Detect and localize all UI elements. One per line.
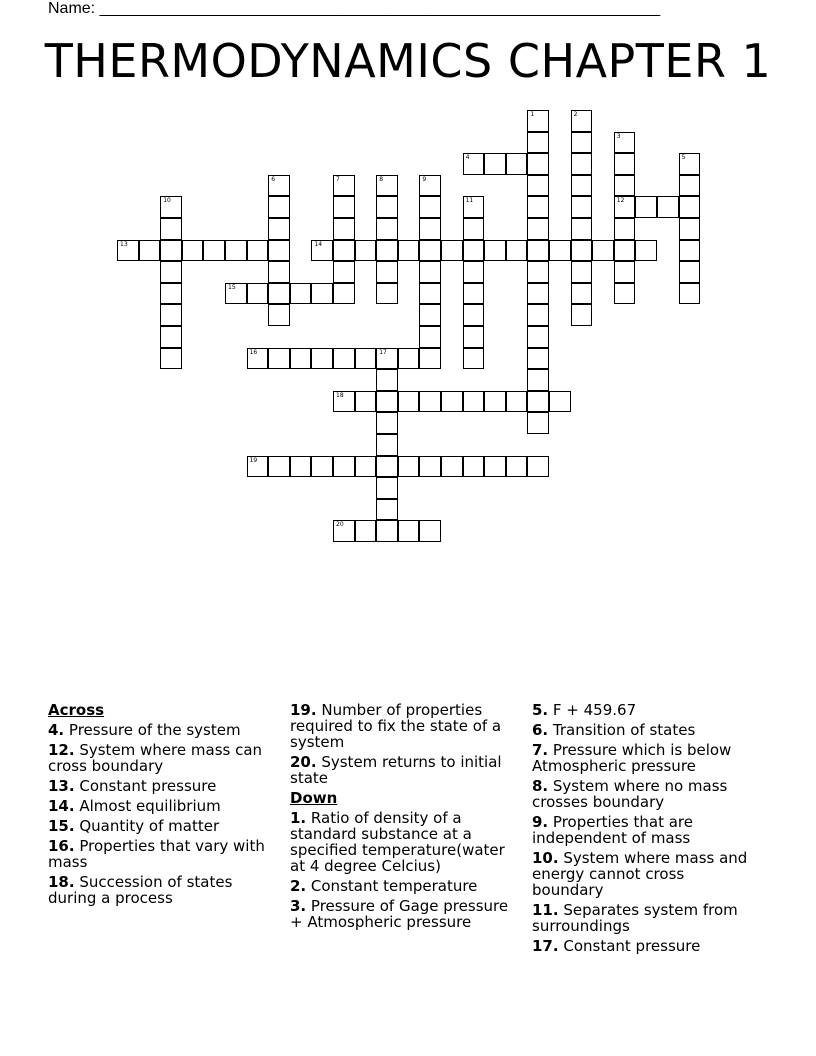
crossword-cell[interactable] [679,175,701,197]
crossword-cell[interactable] [527,456,549,478]
crossword-cell[interactable] [268,304,290,326]
crossword-cell[interactable] [527,326,549,348]
crossword-cell[interactable] [268,175,290,197]
clue-item [290,702,515,750]
crossword-cell[interactable] [290,348,312,370]
clue-number: 10 [163,197,171,205]
crossword-cell[interactable] [355,240,377,262]
crossword-cell[interactable] [463,304,485,326]
clue-number: 9 [422,175,427,183]
crossword-cell[interactable] [333,196,355,218]
clue-number: 6 [271,175,276,183]
clues-column-1 [48,702,273,910]
crossword-cell[interactable] [506,240,528,262]
clue-item-text: Properties that vary with mass [48,837,265,871]
crossword-cell[interactable] [268,283,290,305]
clue-item-text: Number of properties required to fix the state of a system [290,701,502,751]
clue-number: 5 [681,154,686,162]
clue-item [48,818,273,834]
clue-number: 20 [336,521,344,529]
crossword-cell[interactable] [679,153,701,175]
clue-item-number: 4. [48,721,65,739]
crossword-cell[interactable] [225,240,247,262]
crossword-cell[interactable] [376,412,398,434]
crossword-cell[interactable] [527,153,549,175]
clue-item-number: 11. [532,901,559,919]
clue-item-text: Pressure of Gage pressure + Atmospheric pressure [290,897,509,931]
crossword-cell[interactable] [592,240,614,262]
crossword-cell[interactable] [527,412,549,434]
crossword-cell[interactable] [679,240,701,262]
crossword-cell[interactable] [117,240,139,262]
crossword-cell[interactable] [333,218,355,240]
crossword-cell[interactable] [614,240,636,262]
crossword-cell[interactable] [419,218,441,240]
clue-item-number: 17. [532,937,559,955]
crossword-cell[interactable] [571,196,593,218]
crossword-cell[interactable] [311,283,333,305]
crossword-cell[interactable] [614,175,636,197]
clue-item [48,838,273,870]
clue-number: 2 [573,111,578,118]
clue-number: 11 [465,197,474,205]
down-heading: Down [290,789,338,807]
crossword-cell[interactable] [290,456,312,478]
clue-number: 4 [465,154,470,162]
clue-number: 7 [336,175,340,183]
crossword-cell[interactable] [355,348,377,370]
crossword-cell[interactable] [355,456,377,478]
clue-item-number: 15. [48,817,75,835]
clues-column-2 [290,702,515,934]
crossword-cell[interactable] [268,240,290,262]
clue-item-text: Constant pressure [558,937,701,955]
crossword-cell[interactable] [527,304,549,326]
clue-item-text: Succession of states during a process [48,873,233,907]
clue-item [532,850,760,898]
clue-item [290,878,515,894]
clue-item-text: Pressure of the system [64,721,241,739]
crossword-cell[interactable] [614,218,636,240]
clue-item [532,722,760,738]
crossword-cell[interactable] [571,304,593,326]
clue-item-number: 12. [48,741,75,759]
crossword-cell[interactable] [419,456,441,478]
crossword-cell[interactable] [484,240,506,262]
clue-item-text: Almost equilibrium [74,797,221,815]
crossword-cell[interactable] [419,520,441,542]
clue-item-text: Constant pressure [74,777,217,795]
clue-item-number: 6. [532,721,549,739]
crossword-cell[interactable] [635,240,657,262]
clue-number: 14 [314,240,323,248]
clue-item-number: 20. [290,753,317,771]
crossword-cell[interactable] [419,240,441,262]
crossword-cell[interactable] [527,196,549,218]
crossword-cell[interactable] [463,261,485,283]
crossword-cell[interactable] [463,240,485,262]
crossword-cell[interactable] [419,391,441,413]
clue-item-number: 7. [532,741,549,759]
crossword-cell[interactable] [225,283,247,305]
crossword-cell[interactable] [614,261,636,283]
crossword-cell[interactable] [441,456,463,478]
crossword-cell[interactable] [311,348,333,370]
crossword-cell[interactable] [333,261,355,283]
crossword-cell[interactable] [527,391,549,413]
crossword-cell[interactable] [376,477,398,499]
clue-item-number: 5. [532,701,549,719]
clue-item-number: 13. [48,777,75,795]
clue-number: 19 [249,456,258,464]
crossword-cell[interactable] [679,196,701,218]
page-title: THERMODYNAMICS CHAPTER 1 [44,34,772,88]
clue-item [532,778,760,810]
crossword-cell[interactable] [484,456,506,478]
crossword-cell[interactable] [139,240,161,262]
crossword-cell[interactable] [376,520,398,542]
clue-item-number: 9. [532,813,549,831]
crossword-cell[interactable] [268,196,290,218]
crossword-cell[interactable] [419,283,441,305]
clue-item [532,938,760,954]
crossword-cell[interactable] [419,304,441,326]
crossword-cell[interactable] [268,218,290,240]
clues-column-3 [532,702,760,958]
crossword-cell[interactable] [268,261,290,283]
crossword-cell[interactable] [614,132,636,154]
crossword-cell[interactable] [679,261,701,283]
clue-item [48,874,273,906]
clue-item-text: Properties that are independent of mass [532,813,693,847]
across-heading: Across [48,701,105,719]
clue-number: 15 [228,283,236,291]
crossword-cell[interactable] [290,283,312,305]
clue-item-number: 14. [48,797,75,815]
crossword-cell[interactable] [376,499,398,521]
crossword-cell[interactable] [160,218,182,240]
crossword-cell[interactable] [419,326,441,348]
crossword-cell[interactable] [571,261,593,283]
crossword-cell[interactable] [614,153,636,175]
crossword-cell[interactable] [571,132,593,154]
crossword-cell[interactable] [398,240,420,262]
crossword-cell[interactable] [333,283,355,305]
crossword-cell[interactable] [527,261,549,283]
crossword-cell[interactable] [679,218,701,240]
clue-item-number: 10. [532,849,559,867]
crossword-cell[interactable] [463,456,485,478]
crossword-cell[interactable] [182,240,204,262]
crossword-cell[interactable] [333,520,355,542]
crossword-cell[interactable] [463,196,485,218]
crossword-cell[interactable] [247,240,269,262]
crossword-cell[interactable] [160,240,182,262]
crossword-cell[interactable] [376,434,398,456]
name-field-label: Name: _______________________________________________________________ [48,0,661,17]
crossword-cell[interactable] [527,369,549,391]
crossword-cell[interactable] [160,196,182,218]
crossword-cell[interactable] [247,456,269,478]
clue-item [290,898,515,930]
crossword-cell[interactable] [376,218,398,240]
clue-item-number: 2. [290,877,307,895]
clue-item [48,798,273,814]
crossword-cell[interactable] [527,283,549,305]
clue-item-text: Quantity of matter [74,817,220,835]
crossword-cell[interactable] [463,153,485,175]
crossword-cell[interactable] [506,391,528,413]
clue-item-text: Pressure which is below Atmospheric pressure [532,741,732,775]
crossword-cell[interactable] [160,261,182,283]
clue-item [48,778,273,794]
crossword-cell[interactable] [419,348,441,370]
clue-number: 18 [336,391,344,399]
clue-item-number: 8. [532,777,549,795]
across-clue-list [48,722,273,906]
crossword-cell[interactable] [247,348,269,370]
crossword-cell[interactable] [463,326,485,348]
clue-number: 17 [379,348,387,356]
clue-item-number: 3. [290,897,307,915]
clue-number: 1 [530,111,535,118]
clue-item-text: Separates system from surroundings [532,901,738,935]
crossword-cell[interactable] [247,283,269,305]
crossword-cell[interactable] [376,240,398,262]
crossword-cell[interactable] [571,110,593,132]
crossword-cell[interactable] [376,391,398,413]
crossword-cell[interactable] [333,175,355,197]
crossword-cell[interactable] [311,240,333,262]
crossword-cell[interactable] [333,456,355,478]
crossword-cell[interactable] [398,520,420,542]
crossword-cell[interactable] [419,175,441,197]
crossword-cell[interactable] [355,520,377,542]
down-clue-list-continued [532,702,760,954]
clue-number: 3 [616,132,621,140]
crossword-cell[interactable] [463,391,485,413]
clue-item [532,742,760,774]
crossword-cell[interactable] [203,240,225,262]
crossword-cell[interactable] [614,196,636,218]
crossword-cell[interactable] [484,153,506,175]
crossword-cell[interactable] [441,391,463,413]
crossword-cell[interactable] [527,132,549,154]
clue-number: 12 [616,197,625,205]
clue-number: 13 [120,240,128,248]
crossword-cell[interactable] [679,283,701,305]
crossword-cell[interactable] [506,153,528,175]
crossword-cell[interactable] [571,153,593,175]
crossword-cell[interactable] [419,261,441,283]
clue-item-number: 18. [48,873,75,891]
down-clue-list [290,810,515,930]
clue-item-text: Ratio of density of a standard substance at a specified temperature(water at 4 degree Celcius) [290,809,505,875]
crossword-cell[interactable] [398,456,420,478]
crossword-cell[interactable] [398,391,420,413]
clue-item-number: 1. [290,809,307,827]
crossword-cell[interactable] [657,196,679,218]
crossword-cell[interactable] [441,240,463,262]
crossword-cell[interactable] [419,196,441,218]
clue-item-text: System where mass can cross boundary [48,741,263,775]
crossword-cell[interactable] [160,304,182,326]
crossword-cell[interactable] [333,240,355,262]
crossword-cell[interactable] [160,326,182,348]
crossword-cell[interactable] [527,348,549,370]
crossword-cell[interactable] [333,391,355,413]
clue-item [532,902,760,934]
crossword-cell[interactable] [527,110,549,132]
crossword-cell[interactable] [376,369,398,391]
clue-item [48,742,273,774]
clue-item-text: System where no mass crosses boundary [532,777,728,811]
clue-item-number: 19. [290,701,317,719]
crossword-cell[interactable] [463,348,485,370]
crossword-cell[interactable] [571,175,593,197]
crossword-cell[interactable] [376,175,398,197]
crossword-cell[interactable] [376,456,398,478]
crossword-cell[interactable] [463,283,485,305]
crossword-cell[interactable] [268,456,290,478]
across-clue-list-continued [290,702,515,786]
clue-number: 16 [249,348,258,356]
crossword-cell[interactable] [376,348,398,370]
crossword-cell[interactable] [635,196,657,218]
crossword-cell[interactable] [571,240,593,262]
crossword-cell[interactable] [614,283,636,305]
clue-item [532,702,760,718]
crossword-cell[interactable] [376,196,398,218]
crossword-cell[interactable] [376,283,398,305]
crossword-cell[interactable] [268,348,290,370]
crossword-cell[interactable] [571,283,593,305]
clue-item [532,814,760,846]
crossword-cell[interactable] [160,348,182,370]
crossword-cell[interactable] [398,348,420,370]
clue-item-text: Transition of states [548,721,696,739]
clue-number: 8 [379,175,384,183]
crossword-cell[interactable] [463,218,485,240]
crossword-cell[interactable] [527,218,549,240]
crossword-cell[interactable] [376,261,398,283]
crossword-cell[interactable] [355,391,377,413]
crossword-cell[interactable] [506,456,528,478]
crossword-cell[interactable] [549,391,571,413]
crossword-cell[interactable] [484,391,506,413]
clue-item-text: F + 459.67 [548,701,637,719]
clue-item-text: System returns to initial state [290,753,502,787]
crossword-cell[interactable] [527,240,549,262]
clue-item [290,810,515,874]
clue-item-text: System where mass and energy cannot cross boundary [532,849,748,899]
clue-item [290,754,515,786]
clue-item [48,722,273,738]
crossword-cell[interactable] [333,348,355,370]
crossword-cell[interactable] [549,240,571,262]
crossword-cell[interactable] [311,456,333,478]
clue-item-text: Constant temperature [306,877,478,895]
clue-item-number: 16. [48,837,75,855]
crossword-cell[interactable] [571,218,593,240]
crossword-cell[interactable] [527,175,549,197]
crossword-cell[interactable] [160,283,182,305]
